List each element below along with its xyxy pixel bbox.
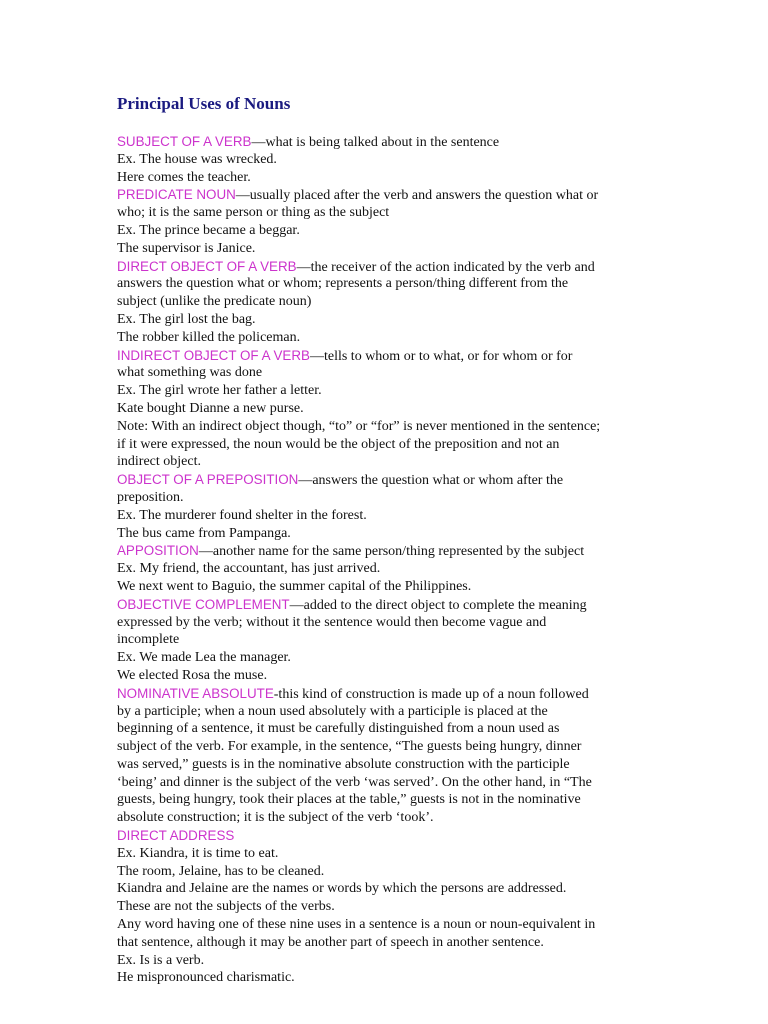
text-line xyxy=(117,720,657,738)
noun-use-term: APPOSITION xyxy=(117,543,199,559)
line-text: Here comes the teacher. xyxy=(117,169,251,185)
line-text: guests, being hungry, took their places at the table,” guests is not in the nominative xyxy=(117,792,581,808)
heading-line xyxy=(117,133,657,151)
line-text: Ex. Is is a verb. xyxy=(117,952,205,968)
line-text: Ex. The murderer found shelter in the forest. xyxy=(117,507,367,523)
heading-line xyxy=(117,471,657,489)
text-line xyxy=(117,453,657,471)
line-text: subject of the verb. For example, in the sentence, “The guests being hungry, dinner xyxy=(117,739,582,755)
line-text: was served,” guests is in the nominative absolute construction with the participle xyxy=(117,756,570,772)
text-line xyxy=(117,649,657,667)
text-line xyxy=(117,774,657,792)
text-line xyxy=(117,934,657,952)
text-line xyxy=(117,898,657,916)
text-line xyxy=(117,845,657,863)
heading-line xyxy=(117,542,657,560)
text-line xyxy=(117,311,657,329)
text-line xyxy=(117,560,657,578)
line-text: We next went to Baguio, the summer capital of the Philippines. xyxy=(117,578,472,594)
text-line xyxy=(117,738,657,756)
line-text: —added to the direct object to complete the meaning xyxy=(289,597,587,613)
text-line xyxy=(117,952,657,970)
line-text: Ex. We made Lea the manager. xyxy=(117,650,291,666)
text-line xyxy=(117,578,657,596)
text-line xyxy=(117,863,657,881)
line-text: Ex. The prince became a beggar. xyxy=(117,222,300,238)
line-text: Ex. The girl wrote her father a letter. xyxy=(117,383,322,399)
text-line xyxy=(117,418,657,436)
text-line xyxy=(117,756,657,774)
text-line xyxy=(117,916,657,934)
text-line xyxy=(117,151,657,169)
line-text: subject (unlike the predicate noun) xyxy=(117,294,312,310)
text-line xyxy=(117,275,657,293)
text-line xyxy=(117,489,657,507)
text-line xyxy=(117,614,657,632)
text-line xyxy=(117,969,657,987)
document-title: Principal Uses of Nouns xyxy=(117,94,291,113)
text-line xyxy=(117,809,657,827)
line-text: expressed by the verb; without it the sentence would then become vague and xyxy=(117,614,547,630)
text-line xyxy=(117,222,657,240)
line-text: by a participle; when a noun used absolutely with a participle is placed at the xyxy=(117,703,548,719)
noun-use-term: DIRECT OBJECT OF A VERB xyxy=(117,258,297,274)
text-line xyxy=(117,382,657,400)
text-line xyxy=(117,240,657,258)
heading-line xyxy=(117,596,657,614)
line-text: incomplete xyxy=(117,632,180,648)
line-text: Ex. The house was wrecked. xyxy=(117,151,277,167)
line-text: indirect object. xyxy=(117,454,201,470)
text-line xyxy=(117,667,657,685)
line-text: Note: With an indirect object though, “to” or “for” is never mentioned in the sentence; xyxy=(117,418,601,434)
noun-use-term: SUBJECT OF A VERB xyxy=(117,134,252,149)
noun-use-term: OBJECT OF A PREPOSITION xyxy=(117,472,299,488)
line-text: He mispronounced charismatic. xyxy=(117,970,295,986)
heading-line xyxy=(117,685,657,703)
line-text: —another name for the same person/thing represented by the subject xyxy=(198,544,585,560)
line-text: -this kind of construction is made up of a noun followed xyxy=(273,686,589,702)
line-text: These are not the subjects of the verbs. xyxy=(117,899,335,915)
text-line xyxy=(117,631,657,649)
line-text: Kiandra and Jelaine are the names or words by which the persons are addressed. xyxy=(117,881,567,897)
text-line xyxy=(117,525,657,543)
line-text: that sentence, although it may be another part of speech in another sentence. xyxy=(117,934,544,950)
line-text: Any word having one of these nine uses in a sentence is a noun or noun-equivalent in xyxy=(117,917,596,933)
line-text: preposition. xyxy=(117,489,184,505)
text-line xyxy=(117,507,657,525)
text-line xyxy=(117,293,657,311)
text-line xyxy=(117,204,657,222)
line-text: Kate bought Dianne a new purse. xyxy=(117,400,304,416)
line-text: —tells to whom or to what, or for whom or for xyxy=(309,348,573,364)
heading-line xyxy=(117,258,657,276)
noun-use-term: PREDICATE NOUN xyxy=(117,187,236,203)
line-text: —the receiver of the action indicated by the verb and xyxy=(296,259,595,275)
line-text: We elected Rosa the muse. xyxy=(117,667,268,683)
line-text: Ex. Kiandra, it is time to eat. xyxy=(117,845,279,861)
document-body xyxy=(117,133,657,987)
text-line xyxy=(117,329,657,347)
noun-use-term: INDIRECT OBJECT OF A VERB xyxy=(117,347,310,363)
noun-use-term: NOMINATIVE ABSOLUTE xyxy=(117,685,274,701)
line-text: The supervisor is Janice. xyxy=(117,240,256,256)
text-line xyxy=(117,364,657,382)
line-text: what something was done xyxy=(117,365,263,381)
text-line xyxy=(117,791,657,809)
text-line xyxy=(117,880,657,898)
line-text: answers the question what or whom; represents a person/thing different from the xyxy=(117,276,569,292)
text-line xyxy=(117,169,657,187)
line-text: if it were expressed, the noun would be the object of the preposition and not an xyxy=(117,436,560,452)
line-text: —what is being talked about in the sentence xyxy=(251,135,500,150)
text-line xyxy=(117,436,657,454)
line-text: beginning of a sentence, it must be carefully distinguished from a noun used as xyxy=(117,721,560,737)
line-text: ‘being’ and dinner is the subject of the verb ‘was served’. On the other hand, in “The xyxy=(117,774,592,790)
heading-line xyxy=(117,827,657,845)
noun-use-term: OBJECTIVE COMPLEMENT xyxy=(117,596,290,612)
line-text: Ex. My friend, the accountant, has just arrived. xyxy=(117,561,381,577)
line-text: absolute construction; it is the subject of the verb ‘took’. xyxy=(117,810,434,826)
line-text: The robber killed the policeman. xyxy=(117,329,301,345)
text-line xyxy=(117,400,657,418)
line-text: —answers the question what or whom after the xyxy=(298,473,564,489)
line-text: who; it is the same person or thing as the subject xyxy=(117,205,390,221)
line-text: The bus came from Pampanga. xyxy=(117,525,291,541)
heading-line xyxy=(117,347,657,365)
heading-line xyxy=(117,186,657,204)
line-text: The room, Jelaine, has to be cleaned. xyxy=(117,863,325,879)
noun-use-term: DIRECT ADDRESS xyxy=(117,828,235,844)
text-line xyxy=(117,703,657,721)
line-text: Ex. The girl lost the bag. xyxy=(117,311,256,327)
line-text: —usually placed after the verb and answers the question what or xyxy=(235,188,599,204)
